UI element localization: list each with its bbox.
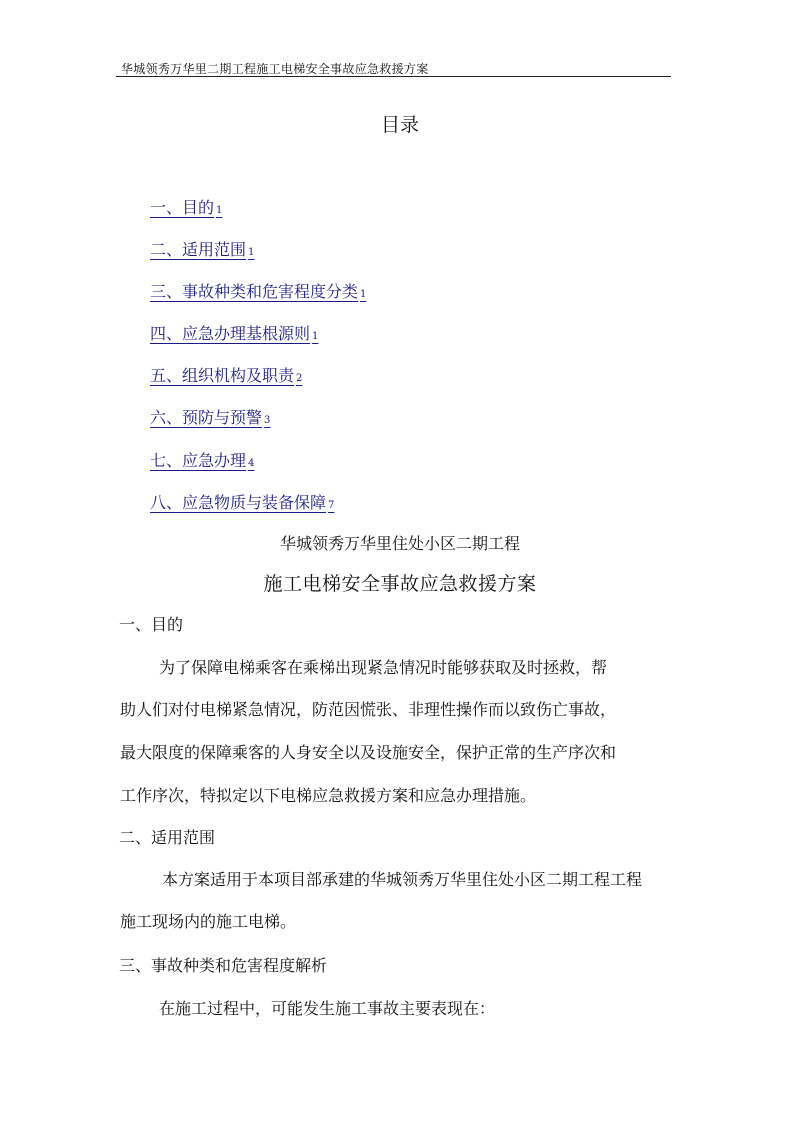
toc-page-number: 7 [328,500,335,511]
paragraph-line: 助人们对付电梯紧急情况，防范因慌张、非理性操作而以致伤亡事故， [120,700,617,719]
section-heading: 三、事故种类和危害程度解析 [119,956,328,975]
toc-link[interactable]: 三、事故种类和危害程度分类 1 [150,282,367,301]
toc-link[interactable]: 六、预防与预警 3 [150,408,271,427]
toc-page-number: 4 [248,458,255,469]
toc-title: 目录 [380,114,419,136]
document-title: 施工电梯安全事故应急救援方案 [263,573,537,595]
section-heading: 一、目的 [119,615,184,634]
paragraph-line: 为了保障电梯乘客在乘梯出现紧急情况时能够获取及时拯救，帮 [159,658,608,677]
paragraph-line: 最大限度的保障乘客的人身安全以及设施安全，保护正常的生产序次和 [120,743,617,762]
toc-page-number: 3 [264,415,271,426]
toc-link[interactable]: 五、组织机构及职责 2 [150,366,303,385]
toc-link[interactable]: 四、应急办理基根源则 1 [150,324,319,343]
toc-page-number: 1 [312,331,319,342]
paragraph-line: 本方案适用于本项目部承建的华城领秀万华里住处小区二期工程工程 [162,870,643,889]
paragraph-line: 工作序次，特拟定以下电梯应急救援方案和应急办理措施。 [120,786,537,805]
paragraph-line: 施工现场内的施工电梯。 [120,912,297,931]
toc-page-number: 1 [216,205,223,216]
section-heading: 二、适用范围 [119,828,216,847]
toc-page-number: 2 [296,373,303,384]
toc-page-number: 1 [248,247,255,258]
toc-link[interactable]: 八、应急物质与装备保障 7 [150,493,335,512]
toc-link[interactable]: 七、应急办理 4 [150,451,255,470]
toc-link[interactable]: 二、适用范围 1 [150,240,255,259]
paragraph-line: 在施工过程中，可能发生施工事故主要表现在： [159,999,496,1018]
header-title: 华城领秀万华里二期工程施工电梯安全事故应急救援方案 [121,62,429,76]
header-divider [116,76,671,77]
toc-link[interactable]: 一、目的 1 [150,198,223,217]
toc-page-number: 1 [360,289,367,300]
document-subtitle: 华城领秀万华里住处小区二期工程 [279,534,520,553]
